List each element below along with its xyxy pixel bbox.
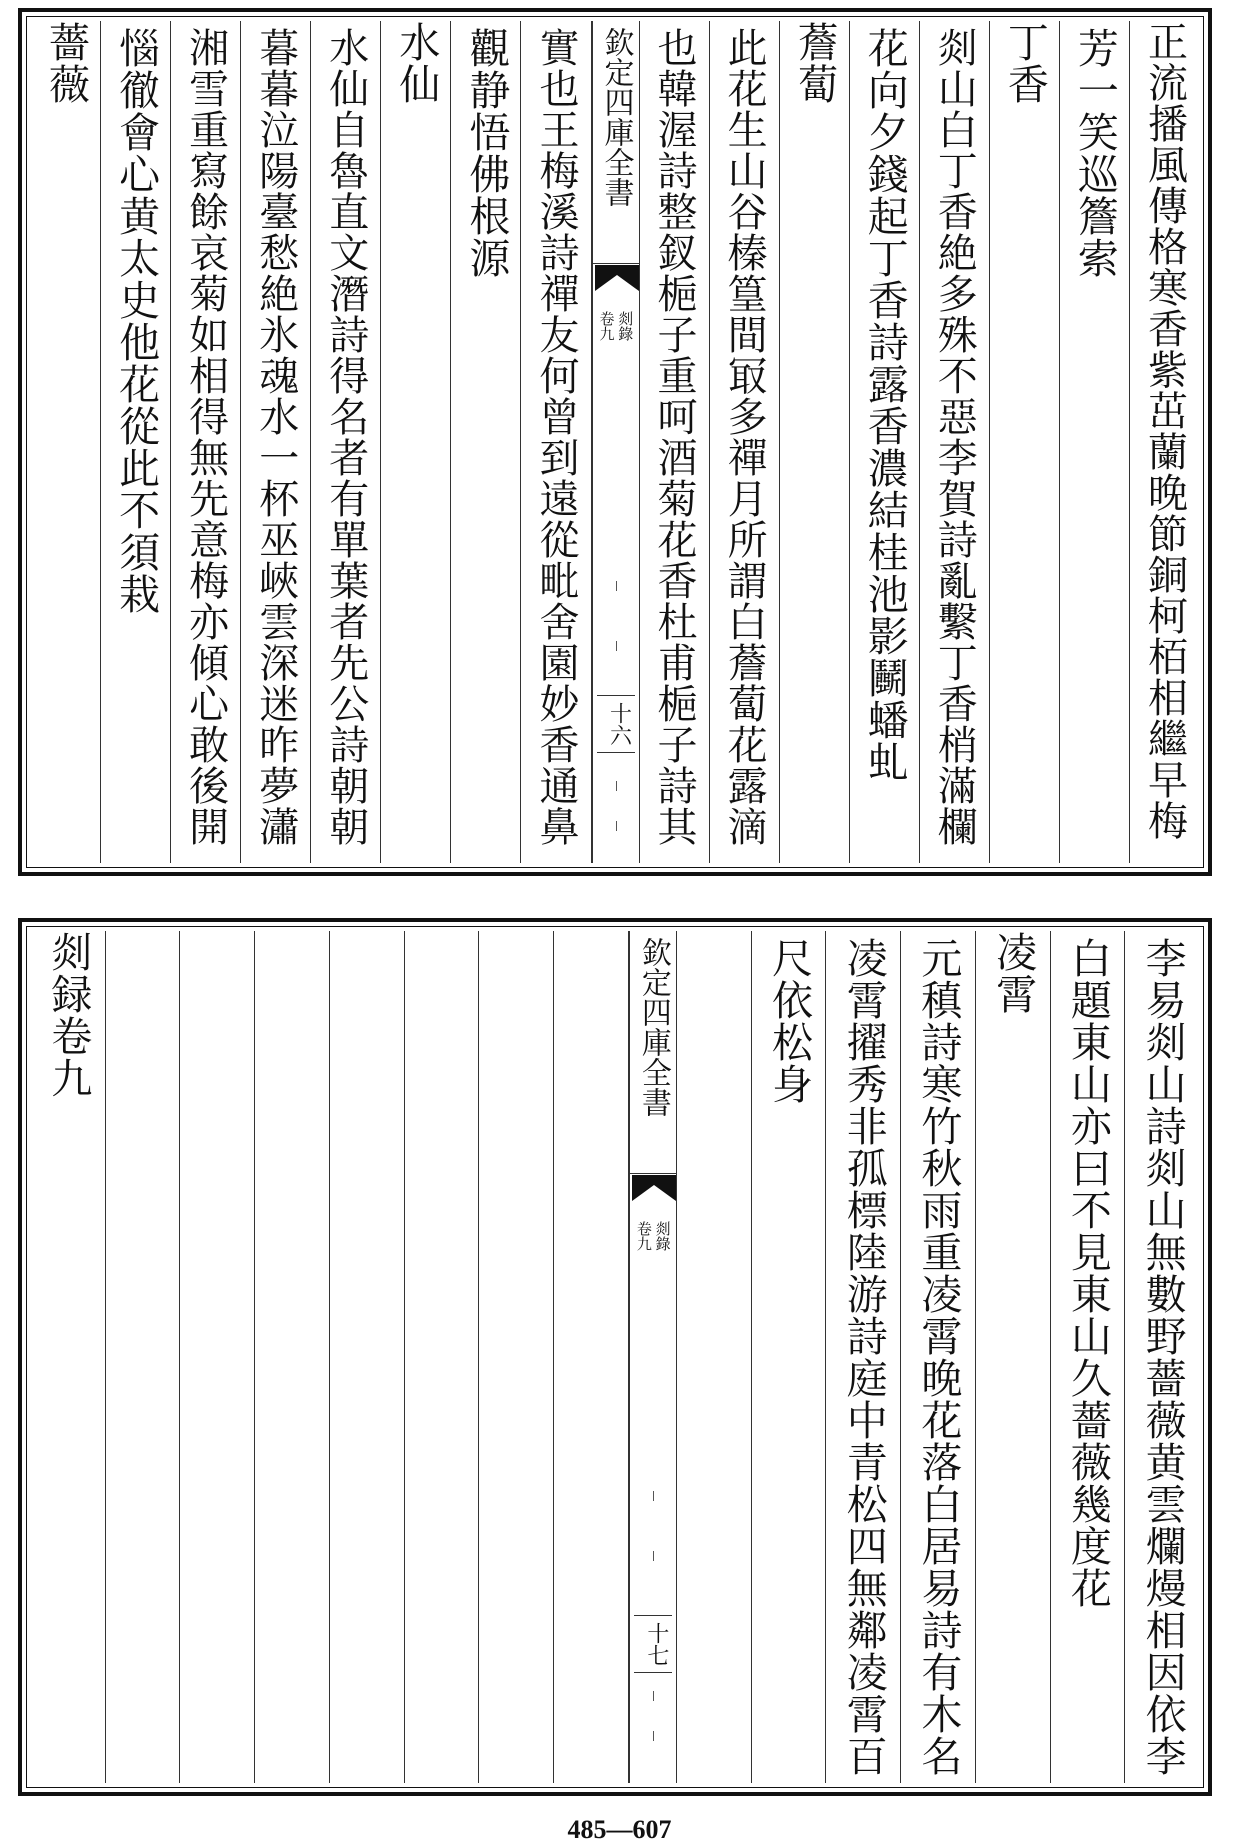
text-column <box>255 931 330 1783</box>
text-column <box>31 21 101 863</box>
text-column <box>850 21 920 863</box>
spine-title: 欽定四庫全書 <box>630 931 676 1174</box>
spine-volume: 卷九 <box>634 1221 653 1251</box>
column-text: 元稹詩寒竹秋雨重凌霄晚花落白居易詩有木名 <box>914 937 963 1777</box>
spine-tick-mark <box>616 641 617 651</box>
section-heading: 剡録卷九 <box>44 931 93 1099</box>
spine-tick-mark <box>616 581 617 591</box>
text-column <box>826 931 901 1783</box>
section-heading: 薔薇 <box>42 21 91 105</box>
text-column <box>241 21 311 863</box>
text-column <box>554 931 629 1783</box>
spine-tick-mark <box>653 1691 654 1701</box>
column-text: 惱徹會心黄太史他花從此不須栽 <box>112 27 161 615</box>
text-column <box>1060 21 1130 863</box>
text-column <box>330 931 405 1783</box>
fishtail-mark-icon <box>595 265 639 291</box>
spine-tick-mark <box>616 821 617 831</box>
bottom-columns <box>31 931 1199 1783</box>
text-column <box>31 931 106 1783</box>
text-column <box>677 931 752 1783</box>
column-text: 芳一笑巡簷索 <box>1070 27 1119 279</box>
text-column <box>405 931 480 1783</box>
text-column <box>710 21 780 863</box>
section-heading: 薝蔔 <box>790 21 839 105</box>
column-text: 尺依松身 <box>764 937 813 1105</box>
top-columns <box>31 21 1199 863</box>
text-column <box>101 21 171 863</box>
spine-tick-mark <box>653 1491 654 1501</box>
spine-subtitle <box>597 311 635 341</box>
text-column <box>1130 21 1199 863</box>
column-text: 白題東山亦曰不見東山久薔薇幾度花 <box>1063 937 1112 1609</box>
spine-page-number: 十七 <box>634 1615 672 1673</box>
spine-volume: 卷九 <box>597 311 616 341</box>
column-text: 實也王梅溪詩禪友何曾到遠從毗舍園妙香通鼻 <box>532 27 579 847</box>
spine-tick-mark <box>653 1731 654 1741</box>
text-column <box>171 21 241 863</box>
text-column <box>1051 931 1126 1783</box>
fishtail-mark-icon <box>632 1175 676 1201</box>
text-column <box>311 21 381 863</box>
top-page <box>18 8 1212 876</box>
column-text: 也韓渥詩整釵梔子重呵酒菊花香杜甫梔子詩其 <box>651 27 698 847</box>
text-column <box>180 931 255 1783</box>
column-text: 觀静悟佛根源 <box>462 27 511 279</box>
bottom-page <box>18 918 1212 1796</box>
text-column <box>976 931 1051 1783</box>
spine-title: 欽定四庫全書 <box>593 21 639 264</box>
page-footer: 485—607 <box>567 1815 672 1844</box>
text-column <box>920 21 990 863</box>
text-column <box>990 21 1060 863</box>
text-column <box>640 21 710 863</box>
column-text: 凌霄擢秀非孤標陸游詩庭中青松四無鄰凌霄百 <box>839 937 888 1777</box>
text-column <box>752 931 827 1783</box>
spine-tick-mark <box>616 781 617 791</box>
book-spine <box>592 21 640 863</box>
text-column <box>106 931 181 1783</box>
column-text: 水仙自魯直文潛詩得名者有單葉者先公詩朝朝 <box>322 27 369 847</box>
spine-book-name: 剡錄 <box>616 311 635 341</box>
spine-tick-mark <box>653 1551 654 1561</box>
text-column <box>780 21 850 863</box>
text-column <box>479 931 554 1783</box>
book-spine <box>629 931 677 1783</box>
section-heading: 水仙 <box>392 21 441 105</box>
column-text: 湘雪重寫餘哀菊如相得無先意梅亦傾心敢後開 <box>182 27 229 847</box>
column-text: 剡山白丁香絶多殊不惡李賀詩亂繫丁香梢滿欄 <box>931 27 978 847</box>
text-column <box>1125 931 1199 1783</box>
text-column <box>901 931 976 1783</box>
section-heading: 凌霄 <box>989 931 1038 1015</box>
spine-book-name: 剡錄 <box>653 1221 672 1251</box>
text-column <box>521 21 591 863</box>
column-text: 花向夕錢起丁香詩露香濃結桂池影鬭蟠虬 <box>860 27 909 783</box>
section-heading: 丁香 <box>1000 21 1049 105</box>
spine-subtitle <box>634 1221 672 1251</box>
text-column <box>381 21 451 863</box>
column-text: 李易剡山詩剡山無數野薔薇黄雲爛熳相因依李 <box>1138 937 1187 1777</box>
column-text: 此花生山谷榛篁間冣多禪月所謂白薝蔔花露滴 <box>721 27 768 847</box>
text-column <box>451 21 521 863</box>
section-heading: 正流播風傳格寒香紫茁蘭晚節銅柯栢相繼早梅 <box>1141 21 1188 841</box>
spine-page-number: 十六 <box>597 695 635 753</box>
column-text: 暮暮泣陽臺愁絶氷魂水一杯巫峽雲深迷昨夢瀟 <box>252 27 299 847</box>
